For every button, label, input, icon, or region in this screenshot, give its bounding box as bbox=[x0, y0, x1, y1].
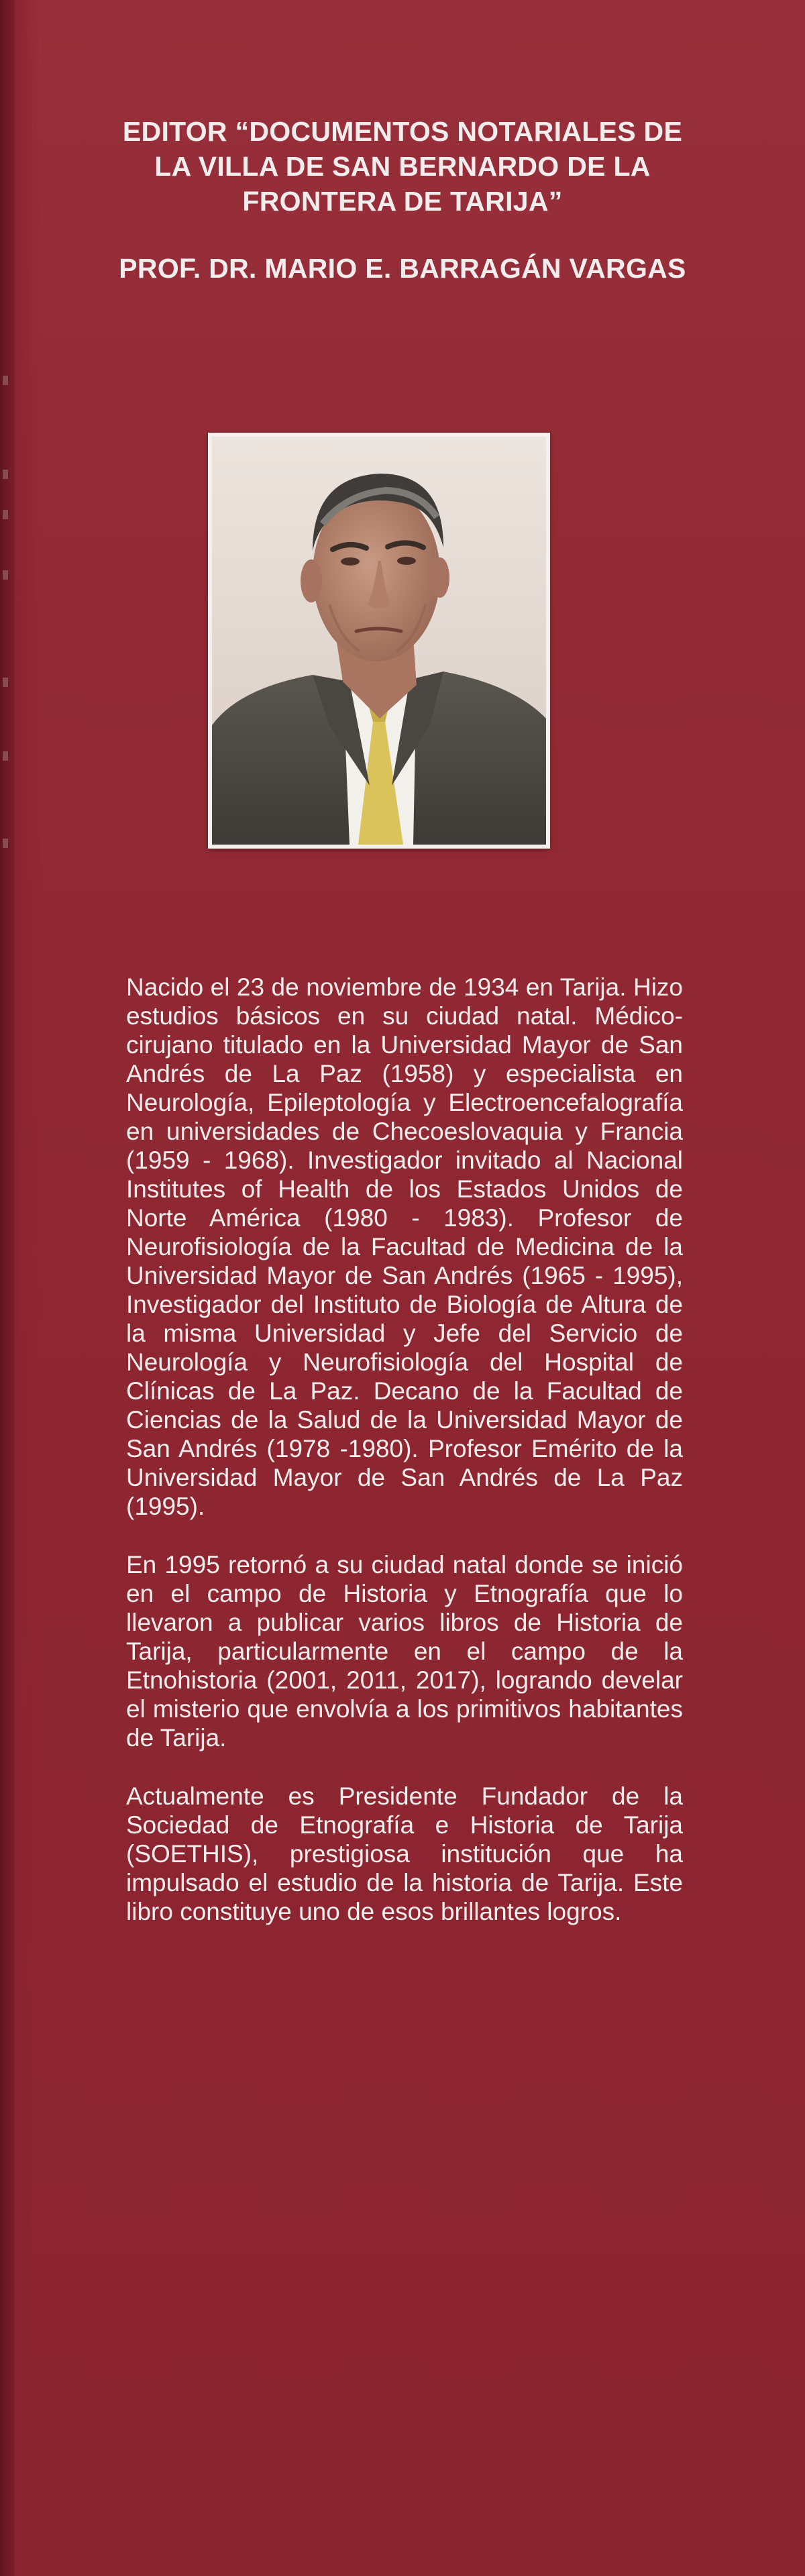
spine-mark bbox=[3, 839, 8, 848]
spine-mark bbox=[3, 470, 8, 479]
author-name: PROF. DR. MARIO E. BARRAGÁN VARGAS bbox=[119, 253, 686, 284]
biography-paragraph: Nacido el 23 de noviembre de 1934 en Tarija. Hizo estudios básicos en su ciudad natal. Médico-cirujano titulado en la Universidad Mayor de San Andrés de La Paz (1958) y especialista en Neurología, Epileptología y Electroencefalografía en universidades de Checoeslovaquia y Francia (1959 - 1968). Investigador invitado al Nacional Institutes of Health de los Estados Unidos de Norte América (1980 - 1983). Profesor de Neurofisiología de la Facultad de Medicina de la Universidad Mayor de San Andrés (1965 - 1995), Investigador del Instituto de Biología de Altura de la misma Universidad y Jefe del Servicio de Neurología y Neurofisiología del Hospital de Clínicas de La Paz. Decano de la Facultad de Ciencias de la Salud de la Universidad Mayor de San Andrés (1978 -1980). Profesor Emérito de la Universidad Mayor de San Andrés de La Paz (1995). bbox=[126, 973, 683, 1520]
spine-edge bbox=[0, 0, 15, 2576]
biography-paragraph: En 1995 retornó a su ciudad natal donde se inició en el campo de Historia y Etnografía que lo llevaron a publicar varios libros de Historia de Tarija, particularmente en el campo de la Etnohistoria (2001, 2011, 2017), logrando develar el misterio que envolvía a los primitivos habitantes de Tarija. bbox=[126, 1551, 683, 1752]
spine-mark bbox=[3, 678, 8, 687]
biography bbox=[126, 973, 683, 1955]
editor-title: EDITOR “DOCUMENTOS NOTARIALES DE LA VILLA DE SAN BERNARDO DE LA FRONTERA DE TARIJA” bbox=[122, 116, 683, 217]
spine-mark bbox=[3, 751, 8, 761]
author-portrait bbox=[208, 433, 550, 849]
spine-mark bbox=[3, 510, 8, 519]
biography-paragraph: Actualmente es Presidente Fundador de la Sociedad de Etnografía e Historia de Tarija (SOETHIS), prestigiosa institución que ha impulsado el estudio de la historia de Tarija. Este libro constituye uno de esos brillantes logros. bbox=[126, 1782, 683, 1925]
spine-mark bbox=[3, 570, 8, 580]
portrait-image bbox=[212, 437, 546, 845]
spine-mark bbox=[3, 376, 8, 385]
header bbox=[54, 114, 751, 286]
